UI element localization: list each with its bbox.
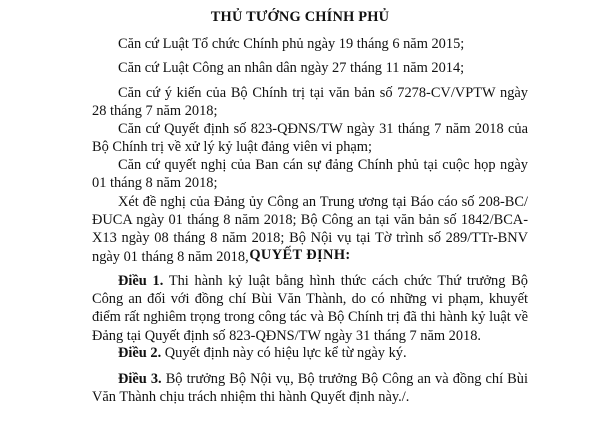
article-text: Quyết định này có hiệu lực kể từ ngày ký. — [161, 345, 407, 361]
preamble-clause: Căn cứ ý kiến của Bộ Chính trị tại văn bản số 7278-CV/VPTW ngày 28 tháng 7 năm 2018; — [92, 85, 528, 120]
article-label: Điều 3. — [118, 371, 162, 387]
preamble-clause: Căn cứ quyết nghị của Ban cán sự đảng Chính phủ tại cuộc họp ngày 01 tháng 8 năm 2018; — [92, 157, 528, 192]
decision-heading: QUYẾT ĐỊNH: — [249, 247, 351, 263]
article-3 — [92, 370, 528, 406]
article-1 — [92, 272, 528, 345]
preamble-clause: Căn cứ Luật Công an nhân dân ngày 27 tháng 11 năm 2014; — [118, 60, 465, 76]
article-text: Thi hành kỷ luật bằng hình thức cách chức Thứ trưởng Bộ Công an đối với đồng chí Bùi Văn Thành, do có những vi phạm, khuyết điểm rất nghiêm trọng trong công tác và Bộ Chính trị đã thi hành kỷ luật về Đảng tại Quyết định số 823-QĐNS/TW ngày 31 tháng 7 năm 2018. — [92, 273, 528, 344]
preamble-clause: Xét đề nghị của Đảng ủy Công an Trung ương tại Báo cáo số 208-BC/ĐUCA ngày 01 tháng 8 năm 2018; Bộ Công an tại văn bản số 1842/BCA-X13 ngày 08 tháng 8 năm 2018; Bộ Nội vụ tại Tờ trình số 289/TTr-BNV ngày 01 tháng 8 năm 2018, — [92, 194, 528, 265]
issuer-heading: THỦ TƯỚNG CHÍNH PHỦ — [210, 9, 390, 25]
article-text: Bộ trưởng Bộ Nội vụ, Bộ trưởng Bộ Công an và đồng chí Bùi Văn Thành chịu trách nhiệm thi hành Quyết định này./. — [92, 371, 528, 406]
preamble-clause: Căn cứ Quyết định số 823-QĐNS/TW ngày 31 tháng 7 năm 2018 của Bộ Chính trị về xử lý kỷ luật đảng viên vi phạm; — [92, 121, 528, 156]
article-label: Điều 1. — [118, 273, 164, 289]
article-2 — [92, 344, 528, 362]
article-label: Điều 2. — [118, 345, 162, 361]
preamble-clause: Căn cứ Luật Tổ chức Chính phủ ngày 19 tháng 6 năm 2015; — [118, 36, 465, 52]
